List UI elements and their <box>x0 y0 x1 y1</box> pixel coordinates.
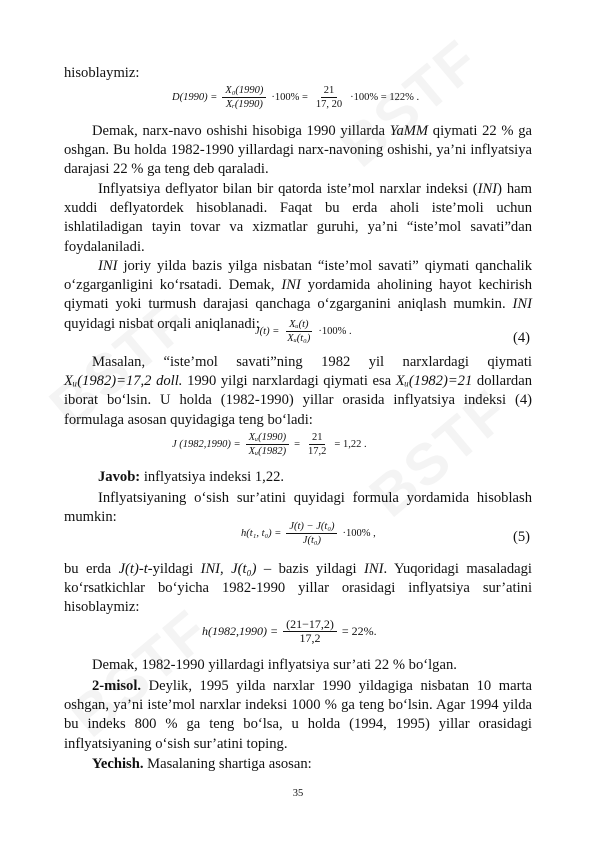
solution-line: Yechish. Masalaning shartiga asosan: <box>92 756 312 772</box>
equation-number-4: (4) <box>512 330 530 346</box>
formula-ini: J(t) = $\frac{\text{Xᵤ(t)}}{\text{Xᵤ(t₀)}}$ ·100% . <box>255 319 352 344</box>
paragraph-7: Demak, 1982-1990 yillardagi inflyatsiya sur’ati 22 % bo‘lgan. <box>92 657 457 673</box>
paragraph-4: Masalan, “iste’mol savati”ning 1982 yil narxlardagi qiymati Xᵤ(1982)=17,2 doll. 1990 yilgi narxlardagi qiymati esa Xᵤ(1982)=21 dollardan iborat bo‘lsin. U holda (1982-1990) yillar orasida inflyatsiya indeksi (4) formulaga asosan quyidagiga teng bo‘ladi: <box>64 354 533 428</box>
formula-growth-example: h(1982,1990) = $\frac{(21-17,2)}{17,2}$ = 22%. <box>202 617 377 645</box>
paragraph-1: Demak, narx-navo oshishi hisobiga 1990 yillarda YaMM qiymati 22 % ga oshgan. Bu holda 1982-1990 yillardagi narx-navoning oshishi, ya’ni inflyatsiya darajasi 22 % ga teng deb qaraladi. <box>64 123 532 178</box>
page-number: 35 <box>292 788 304 799</box>
paragraph-3: INI joriy yilda bazis yilga nisbatan “iste’mol savati” qiymati qanchalik o‘zgarganligini ko‘rsatadi. Demak, INI yordamida aholining hayot kechirish qiymati yoki turmush darajasi qanchaga o‘zgarganini aniqlash mumkin. INI quyidagi nisbat orqali aniqlanadi: <box>64 258 532 332</box>
answer-line: Javob: inflyatsiya indeksi 1,22. <box>98 469 285 485</box>
equation-number-5: (5) <box>512 529 530 545</box>
example-2: 2-misol. Deylik, 1995 yilda narxlar 1990 yildagiga nisbatan 10 marta oshgan, ya’ni iste’mol narxlar indeksi 1000 % ga teng bo‘lsin. Agar 1994 yilda bu indeks 800 % ga teng bo‘lsa, u holda (1994, 1995) yillar orasidagi inflyatsiyaning o‘sish sur’atini toping. <box>64 678 532 752</box>
paragraph-5: Inflyatsiyaning o‘sish sur’atini quyidagi formula yordamida hisoblash mumkin: <box>64 490 532 526</box>
formula-deflator: D(1990) = $\frac{\text{X₀(1990)}}{\text{Xᵣ(1990)}}$ ·100% = $\frac{21}{17, 20}$ ·100% = 122% . <box>172 85 420 110</box>
formula-ini-example: J (1982,1990) = $\frac{\text{Xᵤ(1990)}}{\text{Xᵤ(1982)}}$ = $\frac{21}{17,2}$ = 1,22 . <box>172 432 367 457</box>
intro-line: hisoblaymiz: <box>64 65 140 81</box>
formula-growth-rate: h(t₁, t₀) = $\frac{\text{J(t) − J(t₀)}}{\text{J(t₀)}}$ ·100% , <box>241 521 376 546</box>
paragraph-2: Inflyatsiya deflyator bilan bir qatorda iste’mol narxlar indeksi (INI) ham xuddi deflyatordek hisoblanadi. Faqat bu erda aholi iste’moli uchun ishlatiladigan tayin tovar va xizmatlar guruhi, ya’ni “iste’mol savati”dan foydalaniladi. <box>64 181 532 255</box>
paragraph-6: bu erda J(t)-t-yildagi INI, J(t₀) – bazis yildagi INI. Yuqoridagi masaladagi ko‘rsatkichlar bo‘yicha 1982-1990 yillar orasidagi inflyatsiya sur’atini hisoblaymiz: <box>64 561 532 616</box>
